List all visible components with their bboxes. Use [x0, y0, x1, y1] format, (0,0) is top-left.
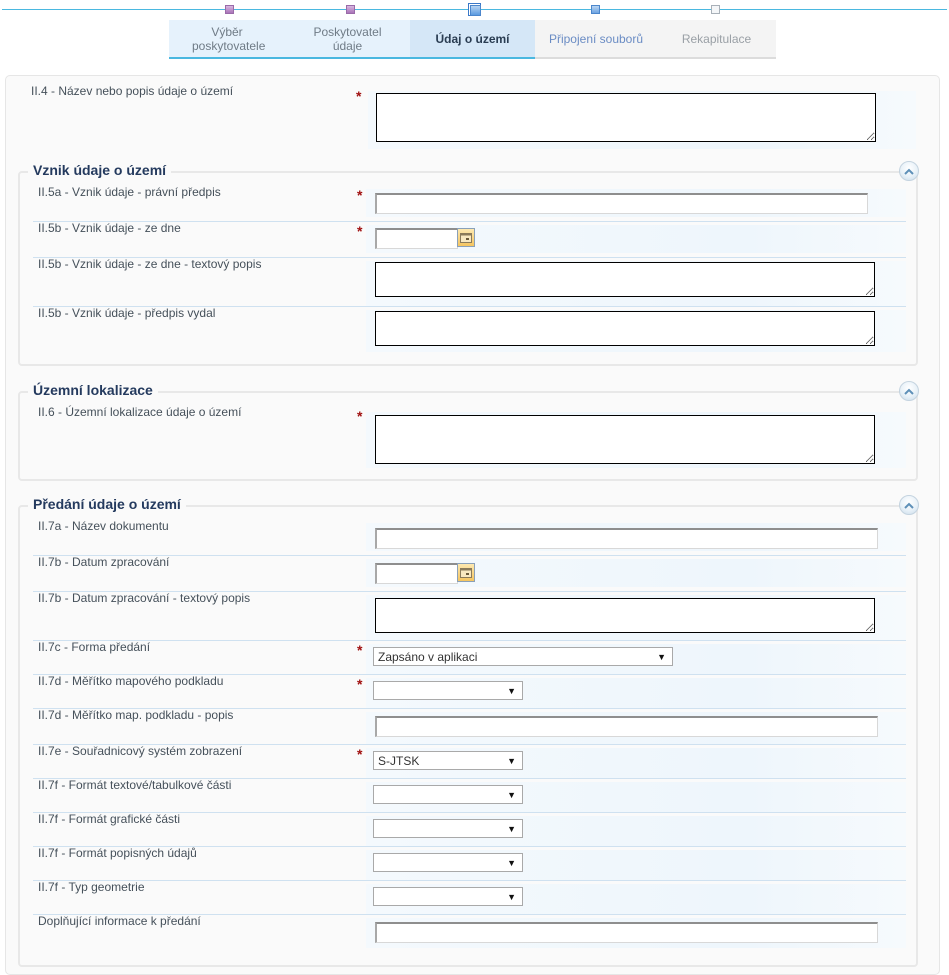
nazev-udaje-textarea[interactable] [376, 93, 876, 142]
tab-label: Rekapitulace [681, 31, 752, 46]
field-label: II.7f - Formát textové/tabulkové části [38, 778, 232, 792]
form-panel [5, 75, 940, 975]
format-graficke-casti-select[interactable] [373, 819, 523, 838]
tab-label: Poskytovatel údaje [313, 24, 382, 53]
meritko-popis-input[interactable] [375, 716, 878, 737]
tab-udaj-o-uzemi[interactable] [410, 20, 535, 59]
step-2-done-marker-icon [346, 5, 355, 14]
calendar-button[interactable] [457, 563, 475, 582]
dropdown-arrow-icon: ▼ [507, 756, 516, 766]
predpis-vydal-textarea[interactable] [375, 311, 875, 346]
field-label: II.7f - Formát grafické části [38, 812, 181, 826]
required-marker: * [357, 223, 363, 239]
step-3-current-marker-icon [468, 3, 481, 16]
uzemni-lokalizace-textarea[interactable] [375, 415, 875, 464]
datum-zpracovani-date-input[interactable] [375, 563, 458, 584]
field-label: II.5a - Vznik údaje - právní předpis [38, 185, 221, 199]
field-label: II.7d - Měřítko mapového podkladu [38, 674, 224, 688]
dropdown-arrow-icon: ▼ [657, 652, 666, 662]
row-divider [33, 880, 906, 881]
collapse-section-button[interactable] [899, 381, 919, 401]
field-label: II.7b - Datum zpracování - textový popis [38, 591, 251, 605]
pravni-predpis-input[interactable] [375, 193, 868, 214]
select-value: S-JTSK [378, 754, 420, 768]
calendar-icon [460, 567, 472, 578]
collapse-section-button[interactable] [899, 161, 919, 181]
doplnujici-informace-input[interactable] [375, 922, 878, 943]
required-marker: * [357, 408, 363, 424]
field-label: II.7d - Měřítko map. podkladu - popis [38, 708, 234, 722]
field-label: II.7f - Formát popisných údajů [38, 846, 197, 860]
field-label: II.5b - Vznik údaje - ze dne - textový popis [38, 257, 262, 271]
required-marker: * [357, 187, 363, 203]
required-marker: * [356, 88, 362, 104]
calendar-button[interactable] [457, 228, 475, 247]
tab-poskytovatel-udaje[interactable] [285, 20, 410, 59]
chevron-up-icon [904, 168, 914, 175]
fieldset-legend: Vznik údaje o území [28, 162, 171, 178]
field-label: II.5b - Vznik údaje - předpis vydal [38, 306, 216, 320]
forma-predani-select[interactable] [373, 647, 673, 666]
souradnicovy-system-select[interactable] [373, 751, 523, 770]
field-label: Doplňující informace k předání [38, 914, 201, 928]
field-label: II.7b - Datum zpracování [38, 555, 170, 569]
meritko-podkladu-select[interactable] [373, 681, 523, 700]
tab-label: Připojení souborů [548, 31, 644, 46]
dropdown-arrow-icon: ▼ [507, 892, 516, 902]
chevron-up-icon [904, 502, 914, 509]
fieldset-vznik-udaje [18, 162, 918, 366]
format-popisnych-udaju-select[interactable] [373, 853, 523, 872]
tab-rekapitulace [657, 20, 776, 59]
dropdown-arrow-icon: ▼ [507, 824, 516, 834]
typ-geometrie-select[interactable] [373, 887, 523, 906]
chevron-up-icon [904, 388, 914, 395]
nazev-dokumentu-input[interactable] [375, 528, 878, 549]
fieldset-legend: Územní lokalizace [28, 382, 158, 398]
field-label: II.7e - Souřadnicový systém zobrazení [38, 744, 243, 758]
field-label: II.6 - Územní lokalizace údaje o území [38, 405, 242, 419]
tab-label: Výběr poskytovatele [192, 24, 266, 53]
field-label: II.7f - Typ geometrie [38, 880, 145, 894]
required-marker: * [357, 642, 363, 658]
dropdown-arrow-icon: ▼ [507, 790, 516, 800]
step-5-disabled-marker-icon [711, 5, 720, 14]
ze-dne-textovy-popis-textarea[interactable] [375, 262, 875, 297]
field-label: II.7c - Forma předání [38, 640, 151, 654]
field-label: II.7a - Název dokumentu [38, 519, 169, 533]
datum-zpracovani-popis-textarea[interactable] [375, 598, 875, 633]
dropdown-arrow-icon: ▼ [507, 858, 516, 868]
field-label: II.5b - Vznik údaje - ze dne [38, 221, 181, 235]
step-4-next-marker-icon [591, 5, 600, 14]
fieldset-uzemni-lokalizace [18, 382, 918, 481]
step-1-done-marker-icon [225, 5, 234, 14]
calendar-icon [460, 232, 472, 243]
tab-vyber-poskytovatele[interactable] [169, 20, 285, 59]
collapse-section-button[interactable] [899, 495, 919, 515]
fieldset-legend: Předání údaje o území [28, 496, 186, 512]
select-value: Zapsáno v aplikaci [378, 650, 478, 664]
field-label: II.4 - Název nebo popis údaje o území [31, 84, 234, 98]
vznik-ze-dne-date-input[interactable] [375, 228, 458, 249]
tab-label: Údaj o území [435, 31, 510, 46]
tab-pripojeni-souboru[interactable] [535, 20, 657, 59]
wizard-tabs [169, 20, 776, 59]
row-divider [33, 640, 906, 641]
fieldset-predani-udaje [18, 496, 918, 967]
required-marker: * [357, 746, 363, 762]
required-marker: * [357, 676, 363, 692]
dropdown-arrow-icon: ▼ [507, 686, 516, 696]
format-textove-casti-select[interactable] [373, 785, 523, 804]
